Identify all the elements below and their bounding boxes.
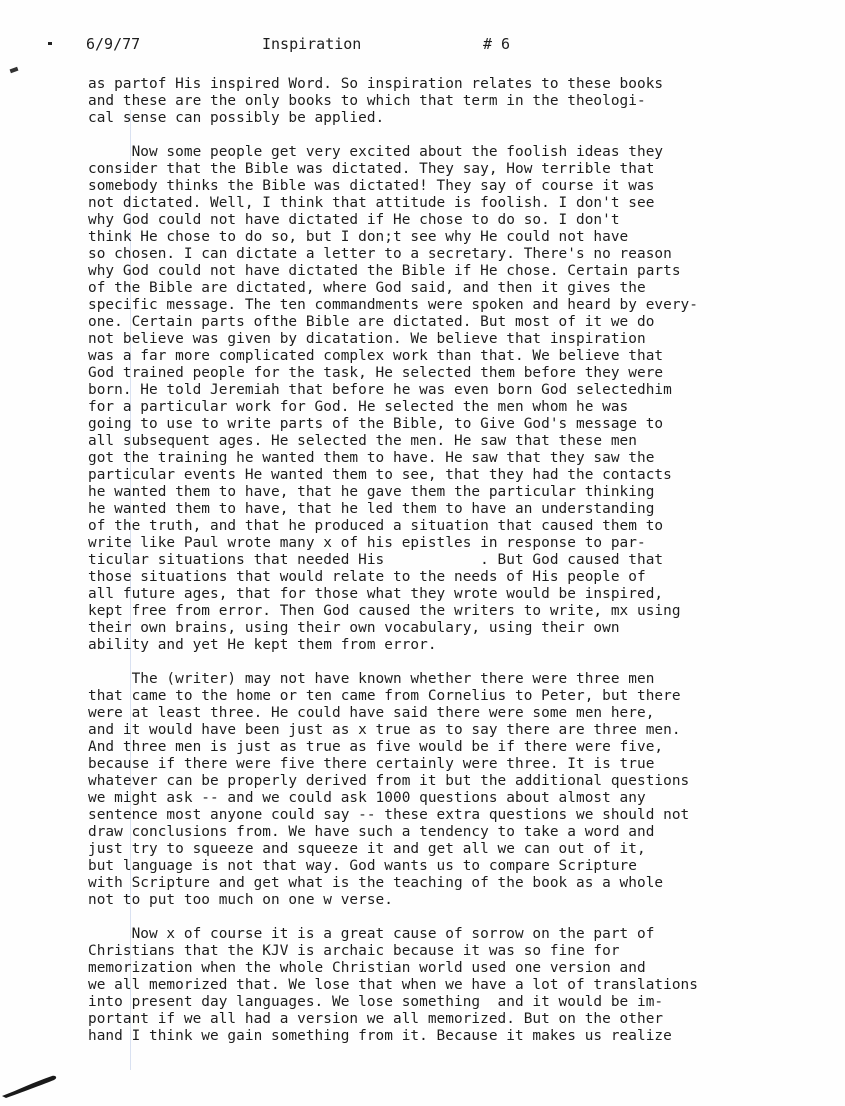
text-line: think He chose to do so, but I don;t see why He could not have xyxy=(88,229,629,245)
text-line: going to use to write parts of the Bible, to Give God's message to xyxy=(88,416,664,432)
text-line: hand I think we gain something from it. Because it makes us realize xyxy=(88,1028,672,1044)
text-line: Now some people get very excited about the foolish ideas they xyxy=(88,144,664,160)
text-line: sentence most anyone could say -- these extra questions we should not xyxy=(88,807,690,823)
text-line: God trained people for the task, He selected them before they were xyxy=(88,365,664,381)
text-line: not to put too much on one w verse. xyxy=(88,892,393,908)
text-line: why God could not have dictated if He chose to do so. I don't xyxy=(88,212,620,228)
margin-dot-mark xyxy=(48,42,52,45)
text-line: portant if we all had a version we all memorized. But on the other xyxy=(88,1011,664,1027)
text-line: cal sense can possibly be applied. xyxy=(88,110,385,126)
text-line: because if there were five there certainly were three. It is true xyxy=(88,756,655,772)
text-line: those situations that would relate to the needs of His people of xyxy=(88,569,646,585)
text-line: into present day languages. We lose something and it would be im- xyxy=(88,994,664,1010)
text-line: Christians that the KJV is archaic because it was so fine for xyxy=(88,943,620,959)
text-line: got the training he wanted them to have. He saw that they saw the xyxy=(88,450,655,466)
text-line: consider that the Bible was dictated. They say, How terrible that xyxy=(88,161,655,177)
text-line: write like Paul wrote many x of his epistles in response to par- xyxy=(88,535,646,551)
text-line: for a particular work for God. He selected the men whom he was xyxy=(88,399,629,415)
text-line: with Scripture and get what is the teaching of the book as a whole xyxy=(88,875,664,891)
page-header xyxy=(0,35,845,57)
text-line: And three men is just as true as five would be if there were five, xyxy=(88,739,664,755)
header-page-number: # 6 xyxy=(483,35,511,53)
margin-tick-mark xyxy=(10,67,19,73)
text-line: of the truth, and that he produced a situation that caused them to xyxy=(88,518,664,534)
text-line: was a far more complicated complex work than that. We believe that xyxy=(88,348,664,364)
text-line: ability and yet He kept them from error. xyxy=(88,637,437,653)
text-line: why God could not have dictated the Bible if He chose. Certain parts xyxy=(88,263,681,279)
text-line: somebody thinks the Bible was dictated! They say of course it was xyxy=(88,178,655,194)
pen-scrawl-mark xyxy=(0,1060,80,1100)
text-line: specific message. The ten commandments were spoken and heard by every- xyxy=(88,297,698,313)
text-line: as partof His inspired Word. So inspiration relates to these books xyxy=(88,76,664,92)
text-line: all future ages, that for those what they wrote would be inspired, xyxy=(88,586,664,602)
text-line: particular events He wanted them to see, that they had the contacts xyxy=(88,467,672,483)
text-line: and it would have been just as x true as to say there are three men. xyxy=(88,722,681,738)
text-line: born. He told Jeremiah that before he was even born God selectedhim xyxy=(88,382,672,398)
text-line: not dictated. Well, I think that attitude is foolish. I don't see xyxy=(88,195,655,211)
text-line: Now x of course it is a great cause of sorrow on the part of xyxy=(88,926,655,942)
header-date: 6/9/77 xyxy=(86,35,141,53)
text-line: their own brains, using their own vocabulary, using their own xyxy=(88,620,620,636)
text-line: The (writer) may not have known whether there were three men xyxy=(88,671,655,687)
text-line: and these are the only books to which that term in the theologi- xyxy=(88,93,646,109)
header-title: Inspiration xyxy=(262,35,362,53)
text-line: he wanted them to have, that he led them to have an understanding xyxy=(88,501,655,517)
text-line: draw conclusions from. We have such a tendency to take a word and xyxy=(88,824,655,840)
text-line: we might ask -- and we could ask 1000 questions about almost any xyxy=(88,790,646,806)
text-line: one. Certain parts ofthe Bible are dictated. But most of it we do xyxy=(88,314,655,330)
text-line: of the Bible are dictated, where God said, and then it gives the xyxy=(88,280,646,296)
text-line: whatever can be properly derived from it but the additional questions xyxy=(88,773,690,789)
text-line: just try to squeeze and squeeze it and get all we can out of it, xyxy=(88,841,646,857)
text-line: memorization when the whole Christian world used one version and xyxy=(88,960,646,976)
text-line: so chosen. I can dictate a letter to a secretary. There's no reason xyxy=(88,246,672,262)
text-line: not believe was given by dicatation. We believe that inspiration xyxy=(88,331,646,347)
text-line: ticular situations that needed His . But God caused that xyxy=(88,552,664,568)
text-line: but language is not that way. God wants us to compare Scripture xyxy=(88,858,637,874)
text-line: we all memorized that. We lose that when we have a lot of translations xyxy=(88,977,698,993)
text-line: all subsequent ages. He selected the men. He saw that these men xyxy=(88,433,637,449)
text-line: he wanted them to have, that he gave them the particular thinking xyxy=(88,484,655,500)
text-line: that came to the home or ten came from Cornelius to Peter, but there xyxy=(88,688,681,704)
text-line: kept free from error. Then God caused the writers to write, mx using xyxy=(88,603,681,619)
text-line: were at least three. He could have said there were some men here, xyxy=(88,705,655,721)
